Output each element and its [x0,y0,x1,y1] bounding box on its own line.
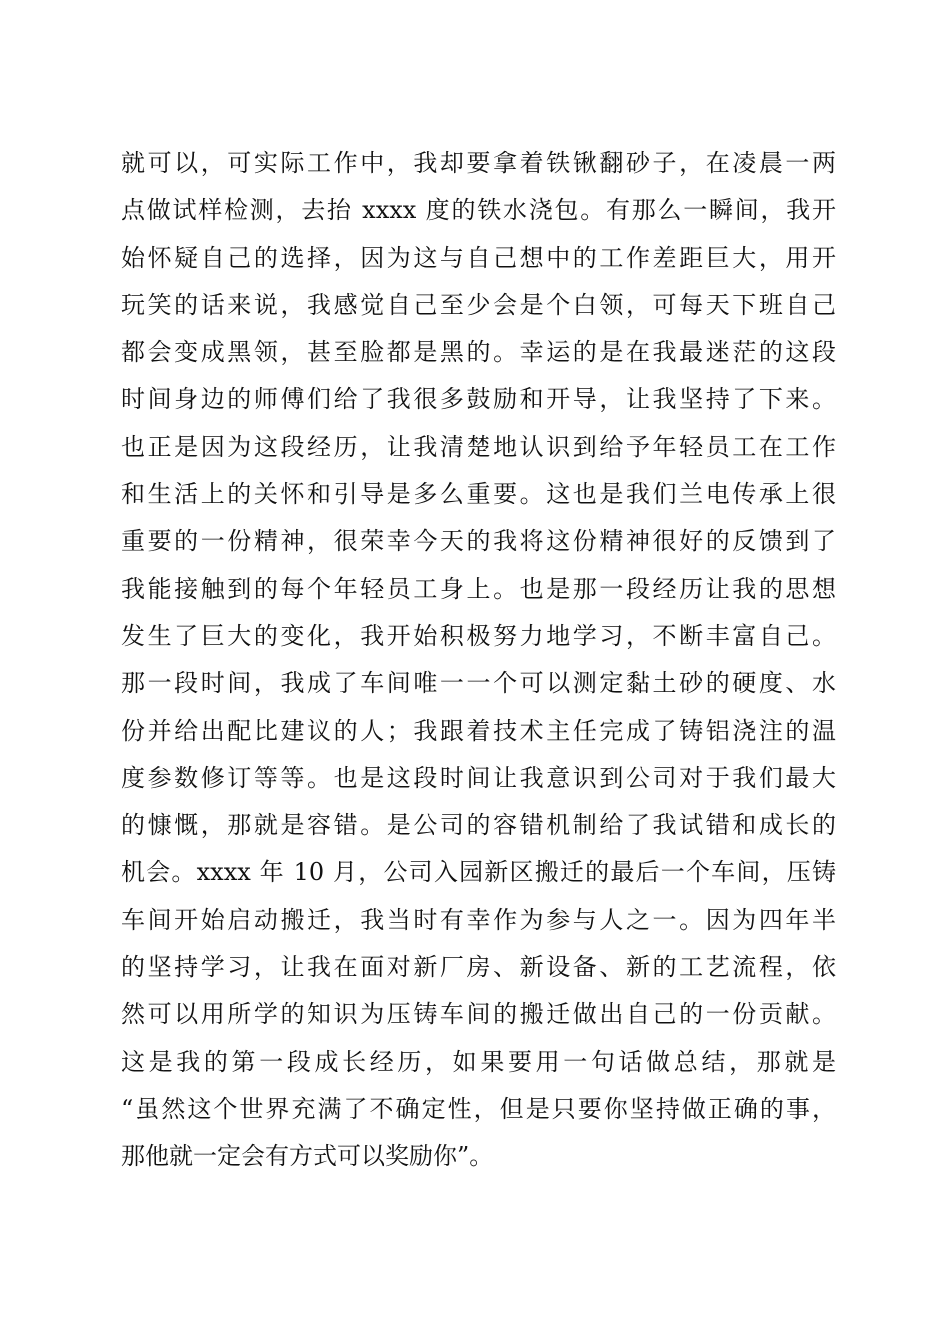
text-line-6: 时间身边的师傅们给了我很多鼓励和开导，让我坚持了下来。 [121,385,836,414]
text-line-9: 重要的一份精神，很荣幸今天的我将这份精神很好的反馈到了 [121,527,836,556]
text-line-16: 机会。xxxx 年 10 月，公司入园新区搬迁的最后一个车间，压铸 [121,858,836,887]
text-line-19: 然可以用所学的知识为压铸车间的搬迁做出自己的一份贡献。 [121,1000,836,1029]
text-line-2: 点做试样检测，去抬 xxxx 度的铁水浇包。有那么一瞬间，我开 [121,196,836,225]
text-line-17: 车间开始启动搬迁，我当时有幸作为参与人之一。因为四年半 [121,905,836,934]
text-line-18: 的坚持学习，让我在面对新厂房、新设备、新的工艺流程，依 [121,953,836,982]
text-line-7: 也正是因为这段经历，让我清楚地认识到给予年轻员工在工作 [121,432,836,461]
text-line-3: 始怀疑自己的选择，因为这与自己想中的工作差距巨大，用开 [121,243,836,272]
text-line-12: 那一段时间，我成了车间唯一一个可以测定黏土砂的硬度、水 [121,669,836,698]
text-line-1: 就可以，可实际工作中，我却要拿着铁锹翻砂子，在凌晨一两 [121,149,836,177]
text-line-13: 份并给出配比建议的人；我跟着技术主任完成了铸铝浇注的温 [121,716,836,745]
text-line-22: 那他就一定会有方式可以奖励你”。 [121,1142,494,1171]
text-line-5: 都会变成黑领，甚至脸都是黑的。幸运的是在我最迷茫的这段 [121,338,836,367]
text-line-8: 和生活上的关怀和引导是多么重要。这也是我们兰电传承上很 [121,480,836,509]
text-line-20: 这是我的第一段成长经历，如果要用一句话做总结，那就是 [121,1047,836,1076]
body-paragraph [121,140,836,1181]
text-line-21: “虽然这个世界充满了不确定性，但是只要你坚持做正确的事， [121,1094,836,1123]
text-line-14: 度参数修订等等。也是这段时间让我意识到公司对于我们最大 [121,763,836,792]
text-line-11: 发生了巨大的变化，我开始积极努力地学习，不断丰富自己。 [121,621,836,650]
text-line-10: 我能接触到的每个年轻员工身上。也是那一段经历让我的思想 [121,574,836,603]
text-line-15: 的慷慨，那就是容错。是公司的容错机制给了我试错和成长的 [121,811,836,840]
text-line-4: 玩笑的话来说，我感觉自己至少会是个白领，可每天下班自己 [121,290,836,319]
